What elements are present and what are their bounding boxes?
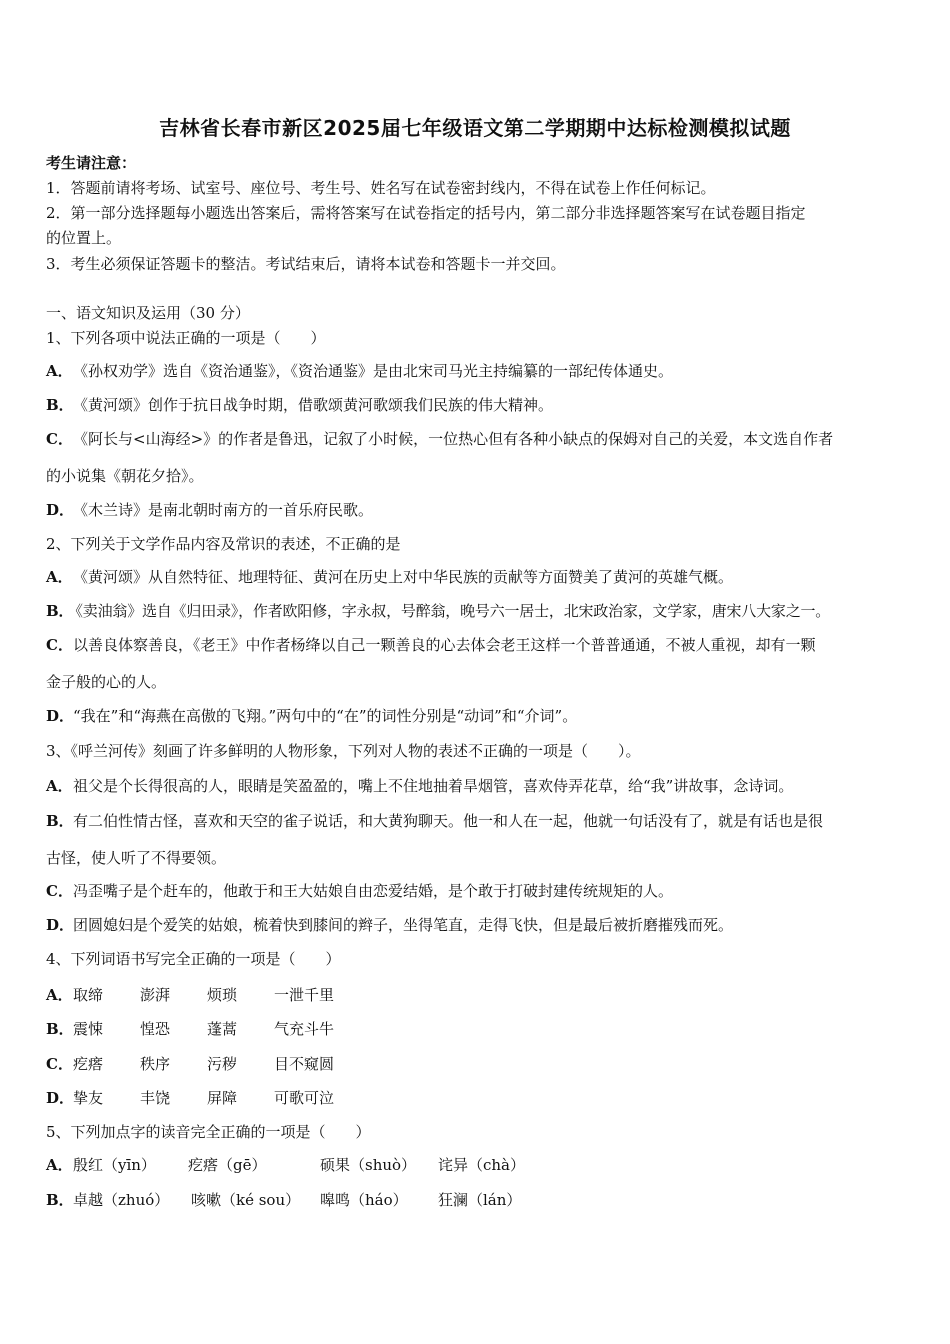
q2-option-d: D．“我在”和“海燕在高傲的飞翔。”两句中的“在”的词性分别是“动词”和“介词”。	[46, 707, 578, 725]
q3-option-b-cont: 古怪，使人听了不得要领。	[46, 849, 227, 867]
q5-word: 诧异（chà）	[438, 1156, 526, 1174]
q5-word: 咳嗽（ké sou）	[191, 1191, 301, 1209]
q4-word: 目不窥圆	[274, 1055, 335, 1073]
q5-stem: 5、下列加点字的读音完全正确的一项是（ ）	[46, 1123, 371, 1141]
q4-word: 气充斗牛	[274, 1020, 335, 1038]
q4-word: 蓬蒿	[207, 1020, 238, 1038]
q4-option-d: D．挚友 丰饶 屏障 可歌可泣	[46, 1089, 335, 1107]
q1-option-d: D．《木兰诗》是南北朝时南方的一首乐府民歌。	[46, 501, 374, 519]
notice-item-2: 2．第一部分选择题每小题选出答案后，需将答案写在试卷指定的括号内，第二部分非选择题答案写在试卷题目指定	[46, 204, 806, 222]
q2-option-b: B．《卖油翁》选自《归田录》，作者欧阳修，字永叔，号醉翁，晚号六一居士，北宋政治家，文学家，唐宋八大家之一。	[46, 602, 831, 620]
q5-word: 狂澜（lán）	[438, 1191, 522, 1209]
q5-option-a: A．殷红（yīn） 疙瘩（gē） 硕果（shuò） 诧异（chà）	[46, 1156, 526, 1174]
q4-option-c: C．疙瘩 秩序 污秽 目不窥圆	[46, 1055, 335, 1073]
q3-stem: 3、《呼兰河传》刻画了许多鲜明的人物形象，下列对人物的表述不正确的一项是（ ）。	[46, 742, 641, 760]
q4-word: 取缔	[73, 986, 104, 1004]
q4-word: 疙瘩	[73, 1055, 104, 1073]
q4-word: 一泄千里	[274, 986, 335, 1004]
q2-option-a: A．《黄河颂》从自然特征、地理特征、黄河在历史上对中华民族的贡献等方面赞美了黄河的英雄气概。	[46, 568, 734, 586]
q1-option-b: B．《黄河颂》创作于抗日战争时期，借歌颂黄河歌颂我们民族的伟大精神。	[46, 396, 554, 414]
q1-option-c-cont: 的小说集《朝花夕拾》。	[46, 467, 204, 485]
q5-word: 殷红（yīn）	[73, 1156, 156, 1174]
q4-word: 烦琐	[207, 986, 238, 1004]
notice-item-1: 1．答题前请将考场、试室号、座位号、考生号、姓名写在试卷密封线内，不得在试卷上作任何标记。	[46, 179, 716, 197]
q4-word: 秩序	[140, 1055, 171, 1073]
q4-word: 挚友	[73, 1089, 104, 1107]
q4-word: 丰饶	[140, 1089, 171, 1107]
notice-item-2-cont: 的位置上。	[46, 229, 122, 247]
q4-word: 屏障	[207, 1089, 238, 1107]
q4-word: 澎湃	[140, 986, 171, 1004]
q3-option-c: C．冯歪嘴子是个赶车的，他敢于和王大姑娘自由恋爱结婚，是个敢于打破封建传统规矩的人。	[46, 882, 674, 900]
q4-word: 污秽	[207, 1055, 238, 1073]
q5-word: 卓越（zhuó）	[73, 1191, 170, 1209]
q4-word: 震悚	[73, 1020, 104, 1038]
q4-option-a: A．取缔 澎湃 烦琐 一泄千里	[46, 986, 335, 1004]
q3-option-b: B．有二伯性情古怪，喜欢和天空的雀子说话，和大黄狗聊天。他一和人在一起，他就一句话没有了，就是有话也是很	[46, 812, 824, 830]
q5-word: 疙瘩（gē）	[188, 1156, 267, 1174]
notice-item-3: 3．考生必须保证答题卡的整洁。考试结束后，请将本试卷和答题卡一并交回。	[46, 255, 566, 273]
q1-option-c: C．《阿长与<山海经>》的作者是鲁迅，记叙了小时候，一位热心但有各种小缺点的保姆对自己的关爱，本文选自作者	[46, 430, 834, 448]
notice-heading: 考生请注意：	[46, 154, 137, 172]
q2-option-c-cont: 金子般的心的人。	[46, 673, 167, 691]
q4-word: 惶恐	[140, 1020, 171, 1038]
section-heading: 一、语文知识及运用（30 分）	[46, 304, 250, 322]
q5-word: 硕果（shuò）	[320, 1156, 417, 1174]
q4-word: 可歌可泣	[274, 1089, 335, 1107]
q1-stem: 1、下列各项中说法正确的一项是（ ）	[46, 329, 326, 347]
q4-stem: 4、下列词语书写完全正确的一项是（ ）	[46, 950, 341, 968]
q3-option-a: A．祖父是个长得很高的人，眼睛是笑盈盈的，嘴上不住地抽着旱烟管，喜欢侍弄花草，给“我”讲故事，念诗词。	[46, 777, 794, 795]
q2-option-c: C．以善良体察善良，《老王》中作者杨绛以自己一颗善良的心去体会老王这样一个普普通通，不被人重视，却有一颗	[46, 636, 816, 654]
q4-option-b: B．震悚 惶恐 蓬蒿 气充斗牛	[46, 1020, 335, 1038]
q5-option-b: B．卓越（zhuó） 咳嗽（ké sou） 嗥鸣（háo） 狂澜（lán）	[46, 1191, 522, 1209]
q2-stem: 2、下列关于文学作品内容及常识的表述，不正确的是	[46, 535, 401, 553]
q3-option-d: D．团圆媳妇是个爱笑的姑娘，梳着快到膝间的辫子，坐得笔直，走得飞快，但是最后被折磨摧残而死。	[46, 916, 734, 934]
page-title: 吉林省长春市新区2025届七年级语文第二学期期中达标检测模拟试题	[159, 116, 791, 140]
q5-word: 嗥鸣（háo）	[320, 1191, 408, 1209]
q1-option-a: A．《孙权劝学》选自《资治通鉴》，《资治通鉴》是由北宋司马光主持编纂的一部纪传体通史。	[46, 362, 674, 380]
